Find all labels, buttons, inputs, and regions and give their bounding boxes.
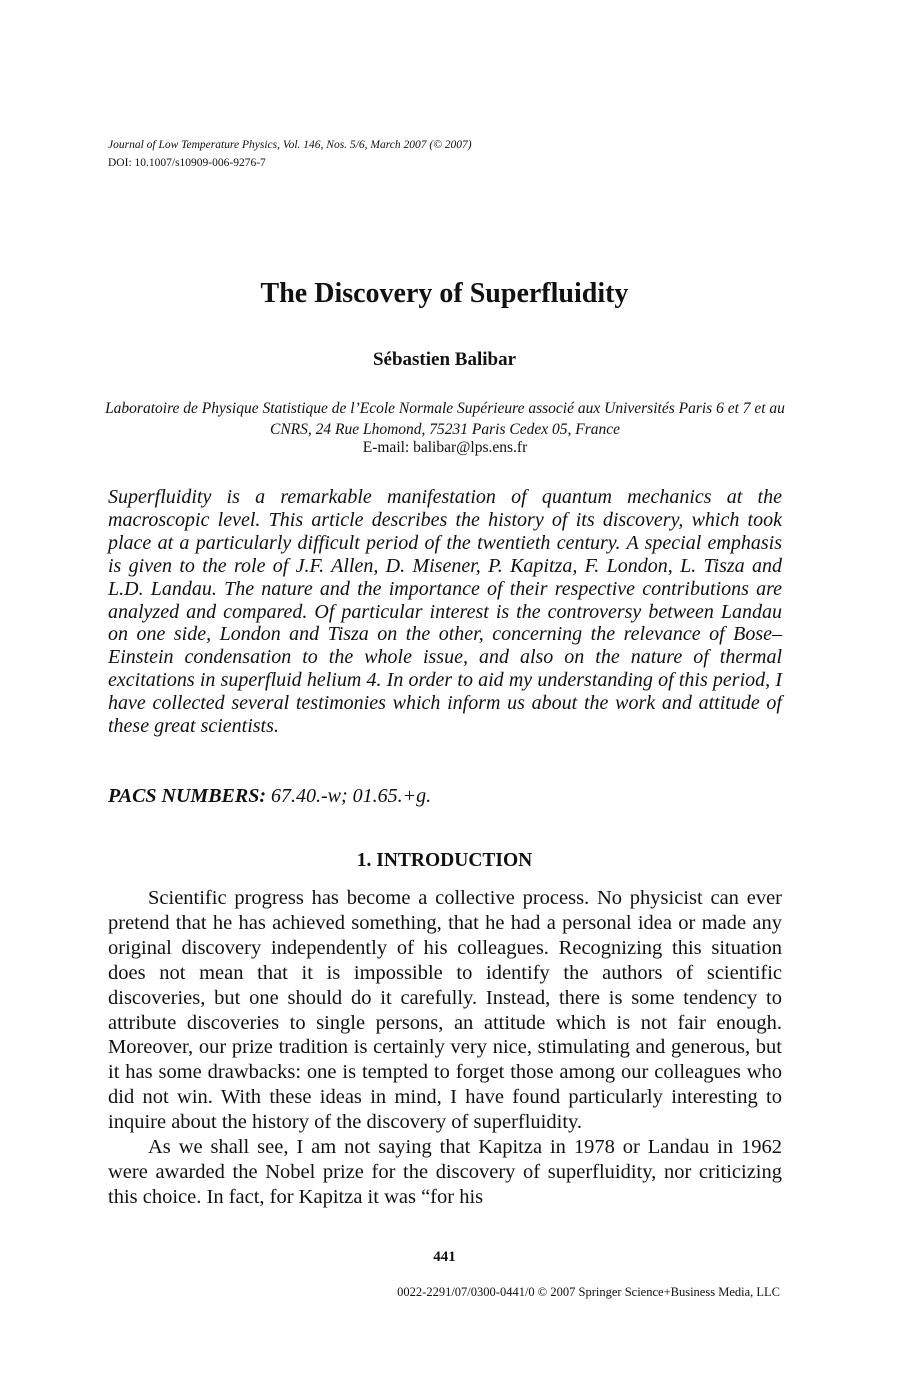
author-name: Sébastien Balibar xyxy=(372,349,517,370)
pacs-label: PACS NUMBERS: xyxy=(108,785,267,807)
doi: DOI: 10.1007/s10909-006-9276-7 xyxy=(108,157,266,169)
section-body xyxy=(108,886,782,1210)
paragraph: As we shall see, I am not saying that Kapitza in 1978 or Landau in 1962 were awarded the Nobel prize for the discovery of superfluidity, nor criticizing this choice. In fact, for Kapitza it was “for his xyxy=(108,1136,782,1208)
author-email: E-mail: balibar@lps.ens.fr xyxy=(362,439,528,456)
section-heading: 1. INTRODUCTION xyxy=(356,850,533,871)
paper-title: The Discovery of Superfluidity xyxy=(260,278,629,309)
copyright-line: 0022-2291/07/0300-0441/0 © 2007 Springer Science+Business Media, LLC xyxy=(397,1285,780,1299)
abstract: Superfluidity is a remarkable manifestation of quantum mechanics at the macroscopic level. This article describes the history of its discovery, which took place at a particularly difficult period of the twentieth century. A special emphasis is given to the role of J.F. Allen, D. Misener, P. Kapitza, F. London, L. Tisza and L.D. Landau. The nature and the importance of their respective contributions are analyzed and compared. Of particular interest is the controversy between Landau on one side, London and Tisza on the other, concerning the relevance of Bose–Einstein condensation to the whole issue, and also on the nature of thermal excitations in superfluid helium 4. In order to aid my understanding of this period, I have collected several testimonies which inform us about the work and attitude of these great scientists. xyxy=(108,486,782,738)
pacs-numbers xyxy=(108,785,431,808)
paragraph: Scientific progress has become a collective process. No physicist can ever pretend that he has achieved something, that he had a personal idea or made any original discovery independently of his colleagues. Recognizing this situation does not mean that it is impossible to identify the authors of scientific discoveries, but one should do it carefully. Instead, there is some tendency to attribute discoveries to single persons, an attitude which is not fair enough. Moreover, our prize tradition is certainly very nice, stimulating and generous, but it has some drawbacks: one is tempted to forget those among our colleagues who did not win. With these ideas in mind, I have found particularly interesting to inquire about the history of the discovery of superfluidity. xyxy=(108,887,782,1134)
author-affiliation: Laboratoire de Physique Statistique de l’Ecole Normale Supérieure associé aux Universités Paris 6 et 7 et au CNRS, 24 Rue Lhomond, 75231 Paris Cedex 05, France xyxy=(105,400,785,438)
pacs-value: 67.40.-w; 01.65.+g. xyxy=(266,785,432,807)
page-number: 441 xyxy=(433,1249,456,1265)
journal-citation: Journal of Low Temperature Physics, Vol. 146, Nos. 5/6, March 2007 (© 2007) xyxy=(108,139,472,151)
